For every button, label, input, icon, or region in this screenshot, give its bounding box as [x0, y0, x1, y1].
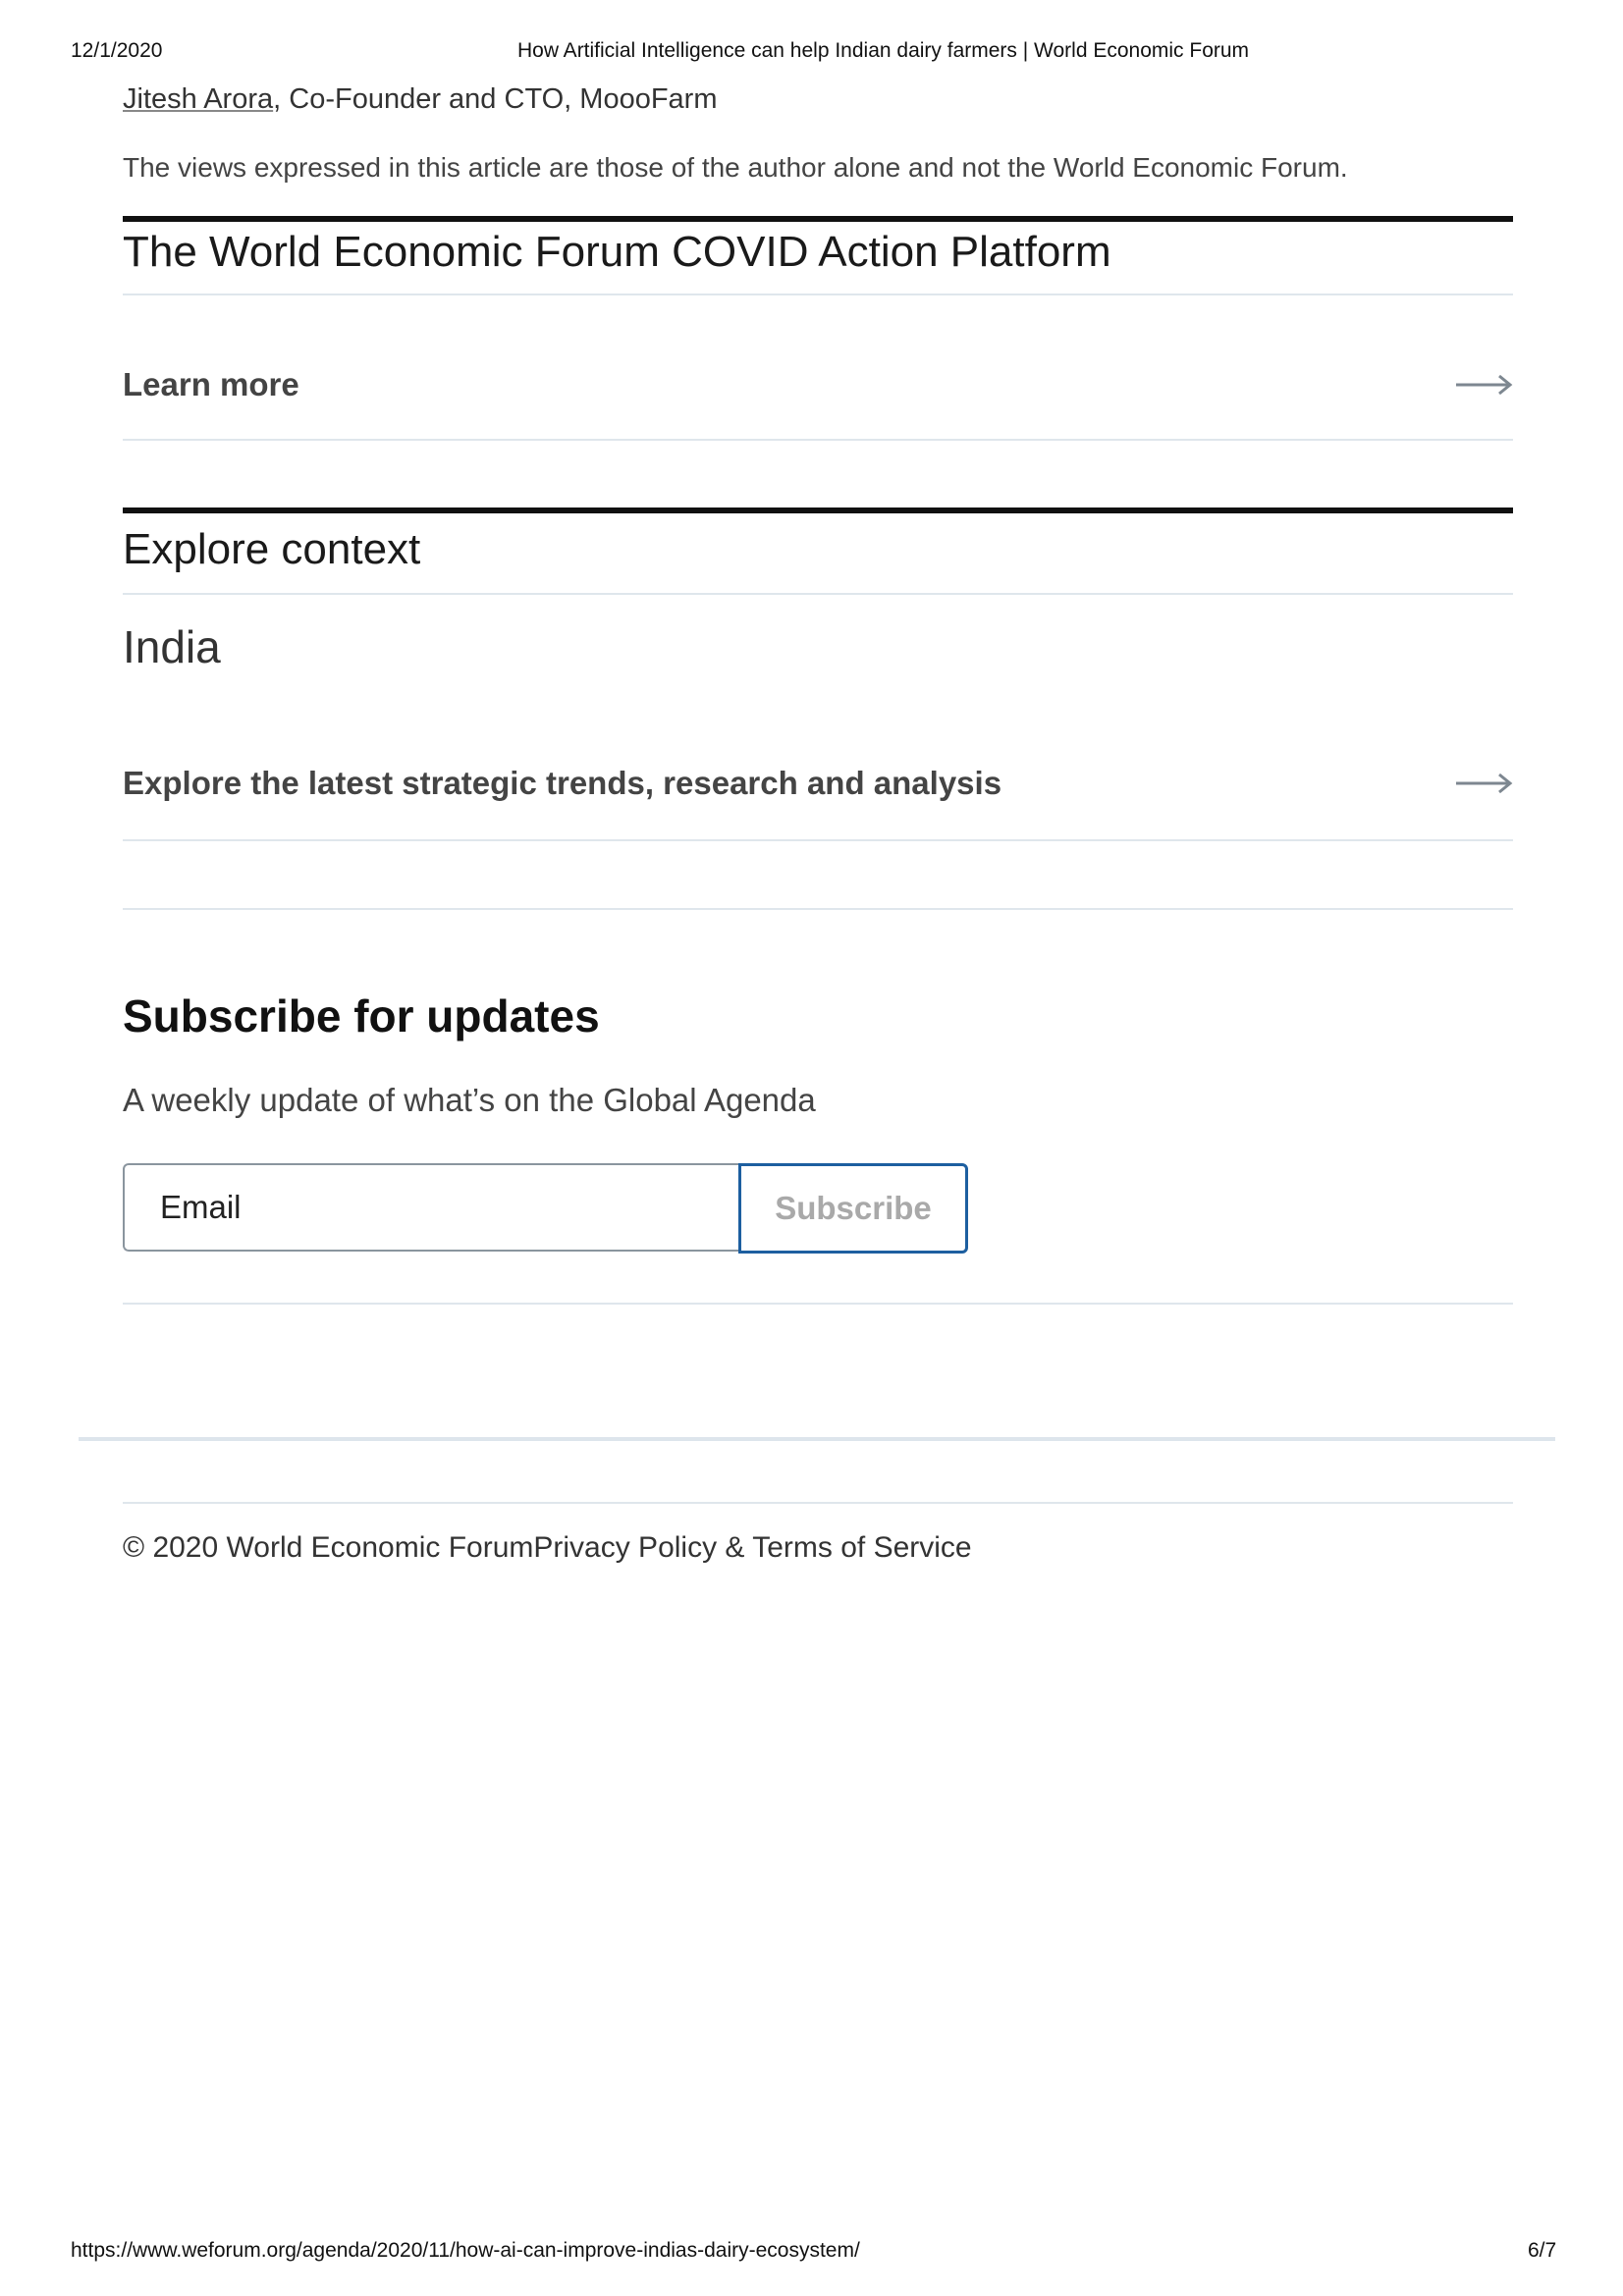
region-name: India	[123, 621, 221, 672]
section-rule-heavy	[123, 507, 1513, 513]
explore-trends-link[interactable]	[123, 754, 1513, 813]
section-rule-light	[123, 593, 1513, 595]
explore-trends-label: Explore the latest strategic trends, research and analysis	[123, 765, 1002, 801]
copyright-text: © 2020 World Economic Forum	[123, 1531, 534, 1564]
footer-rule	[123, 1502, 1513, 1504]
author-byline	[123, 83, 718, 116]
arrow-right-icon	[1454, 773, 1513, 794]
print-header-date: 12/1/2020	[71, 39, 163, 62]
explore-context-title: Explore context	[123, 525, 421, 573]
section-rule-light	[123, 439, 1513, 441]
section-rule-light	[123, 908, 1513, 910]
section-rule-heavy	[123, 216, 1513, 222]
subscribe-description: A weekly update of what’s on the Global Agenda	[123, 1082, 816, 1118]
subscribe-title: Subscribe for updates	[123, 990, 600, 1041]
learn-more-label: Learn more	[123, 366, 299, 402]
author-role: , Co-Founder and CTO, MoooFarm	[273, 83, 718, 115]
covid-platform-title: The World Economic Forum COVID Action Platform	[123, 228, 1111, 276]
footer-copyright-line	[123, 1531, 972, 1565]
print-footer-url: https://www.weforum.org/agenda/2020/11/how-ai-can-improve-indias-dairy-ecosystem/	[71, 2239, 860, 2262]
subscribe-button[interactable]: Subscribe	[738, 1163, 968, 1254]
author-link[interactable]: Jitesh Arora	[123, 83, 274, 115]
footer-divider	[79, 1437, 1555, 1441]
print-header-title: How Artificial Intelligence can help Indian dairy farmers | World Economic Forum	[517, 39, 1250, 62]
section-rule-light	[123, 839, 1513, 841]
section-rule-light	[123, 294, 1513, 295]
disclaimer-text: The views expressed in this article are those of the author alone and not the World Economic Forum.	[123, 152, 1348, 183]
privacy-policy-link[interactable]: Privacy Policy & Terms of Service	[533, 1531, 972, 1564]
email-field[interactable]	[123, 1163, 738, 1252]
section-rule-light	[123, 1303, 1513, 1305]
arrow-right-icon	[1454, 374, 1513, 396]
learn-more-link[interactable]	[123, 355, 1513, 414]
print-footer-page-number: 6/7	[1528, 2239, 1557, 2262]
